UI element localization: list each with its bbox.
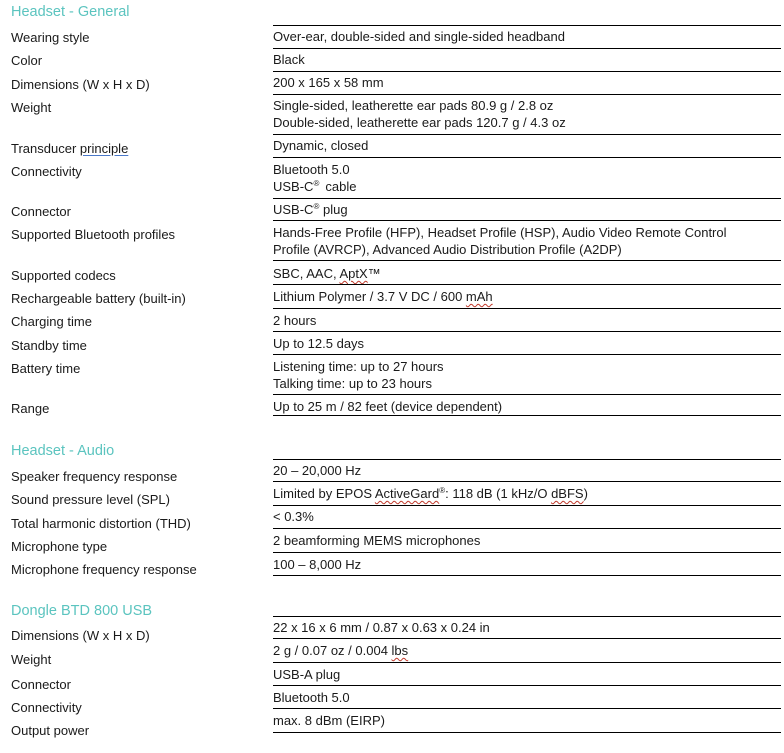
spec-label-dongle-connectivity: Connectivity	[11, 700, 82, 715]
row-divider	[273, 732, 781, 733]
row-divider	[273, 662, 781, 663]
row-divider	[273, 505, 781, 506]
section-title-general: Headset - General	[11, 4, 130, 20]
row-divider	[273, 354, 781, 355]
spec-label-thd: Total harmonic distortion (THD)	[11, 516, 191, 531]
spec-label-weight: Weight	[11, 100, 52, 115]
spec-label-dongle-output-power: Output power	[11, 723, 90, 738]
spec-label-bt-profiles: Supported Bluetooth profiles	[11, 227, 176, 242]
spec-label-battery: Rechargeable battery (built-in)	[11, 291, 186, 306]
row-divider	[273, 284, 781, 285]
spec-label-spl: Sound pressure level (SPL)	[11, 492, 170, 507]
spec-value-dongle-connectivity: Bluetooth 5.0	[273, 690, 350, 705]
spec-value-charging-time: 2 hours	[273, 313, 317, 328]
spec-label-wearing-style: Wearing style	[11, 30, 90, 45]
spec-label-connectivity: Connectivity	[11, 164, 82, 179]
spec-label-range: Range	[11, 401, 50, 416]
spec-label-dimensions: Dimensions (W x H x D)	[11, 77, 150, 92]
spec-value-dongle-weight: 2 g / 0.07 oz / 0.004 lbs	[273, 643, 409, 658]
spec-value-dimensions: 200 x 165 x 58 mm	[273, 75, 384, 90]
row-divider	[273, 552, 781, 553]
spec-label-charging-time: Charging time	[11, 314, 92, 329]
section-title-audio: Headset - Audio	[11, 443, 115, 459]
spec-label-transducer: Transducer principle	[11, 141, 129, 156]
spec-value-connector: USB-C® plug	[273, 202, 348, 217]
row-divider	[273, 134, 781, 135]
spec-value-dongle-dimensions: 22 x 16 x 6 mm / 0.87 x 0.63 x 0.24 in	[273, 620, 490, 635]
spec-value-color: Black	[273, 52, 305, 67]
spec-value-weight: Single-sided, leatherette ear pads 80.9 g / 2.8 oz Double-sided, leatherette ear pads 120.7 g / 4.3 oz	[273, 98, 566, 130]
spec-value-mic-freq: 100 – 8,000 Hz	[273, 557, 362, 572]
row-divider	[273, 94, 781, 95]
row-divider	[273, 48, 781, 49]
row-divider	[273, 25, 781, 26]
spec-value-transducer: Dynamic, closed	[273, 138, 369, 153]
row-divider	[273, 616, 781, 617]
row-divider	[273, 459, 781, 460]
spec-label-mic-type: Microphone type	[11, 539, 108, 554]
spec-value-thd: < 0.3%	[273, 509, 314, 524]
row-divider	[273, 157, 781, 158]
spec-label-speaker-freq: Speaker frequency response	[11, 469, 178, 484]
spec-value-dongle-output-power: max. 8 dBm (EIRP)	[273, 713, 385, 728]
spec-value-connectivity: Bluetooth 5.0 USB-C® cable	[273, 162, 357, 194]
spec-value-standby-time: Up to 12.5 days	[273, 336, 365, 351]
spec-value-dongle-connector: USB-A plug	[273, 667, 341, 682]
spec-label-dongle-connector: Connector	[11, 677, 71, 692]
row-divider	[273, 481, 781, 482]
row-divider	[273, 575, 781, 576]
spec-label-connector: Connector	[11, 204, 71, 219]
spec-value-codecs: SBC, AAC, AptX™	[273, 266, 381, 281]
spec-value-bt-profiles: Hands-Free Profile (HFP), Headset Profile (HSP), Audio Video Remote Control Profile (AVRCP), Advanced Audio Distribution Profile (A2DP)	[273, 225, 727, 257]
spec-value-battery: Lithium Polymer / 3.7 V DC / 600 mAh	[273, 289, 493, 304]
spec-value-range: Up to 25 m / 82 feet (device dependent)	[273, 399, 503, 414]
spec-value-speaker-freq: 20 – 20,000 Hz	[273, 463, 362, 478]
row-divider	[273, 415, 781, 416]
row-divider	[273, 308, 781, 309]
spec-label-battery-time: Battery time	[11, 361, 81, 376]
row-divider	[273, 260, 781, 261]
spec-value-battery-time: Listening time: up to 27 hours Talking time: up to 23 hours	[273, 359, 444, 391]
spec-value-mic-type: 2 beamforming MEMS microphones	[273, 533, 481, 548]
spec-label-codecs: Supported codecs	[11, 268, 116, 283]
row-divider	[273, 331, 781, 332]
spec-value-spl: Limited by EPOS ActiveGard®: 118 dB (1 kHz/O dBFS)	[273, 486, 588, 501]
row-divider	[273, 71, 781, 72]
spec-label-dongle-dimensions: Dimensions (W x H x D)	[11, 628, 150, 643]
row-divider	[273, 394, 781, 395]
spec-label-color: Color	[11, 53, 43, 68]
row-divider	[273, 528, 781, 529]
spec-label-standby-time: Standby time	[11, 338, 87, 353]
row-divider	[273, 198, 781, 199]
spec-label-mic-freq: Microphone frequency response	[11, 562, 197, 577]
spec-label-dongle-weight: Weight	[11, 652, 52, 667]
row-divider	[273, 220, 781, 221]
spec-value-wearing-style: Over-ear, double-sided and single-sided headband	[273, 29, 565, 44]
row-divider	[273, 708, 781, 709]
row-divider	[273, 685, 781, 686]
row-divider	[273, 638, 781, 639]
section-title-dongle: Dongle BTD 800 USB	[11, 603, 153, 619]
